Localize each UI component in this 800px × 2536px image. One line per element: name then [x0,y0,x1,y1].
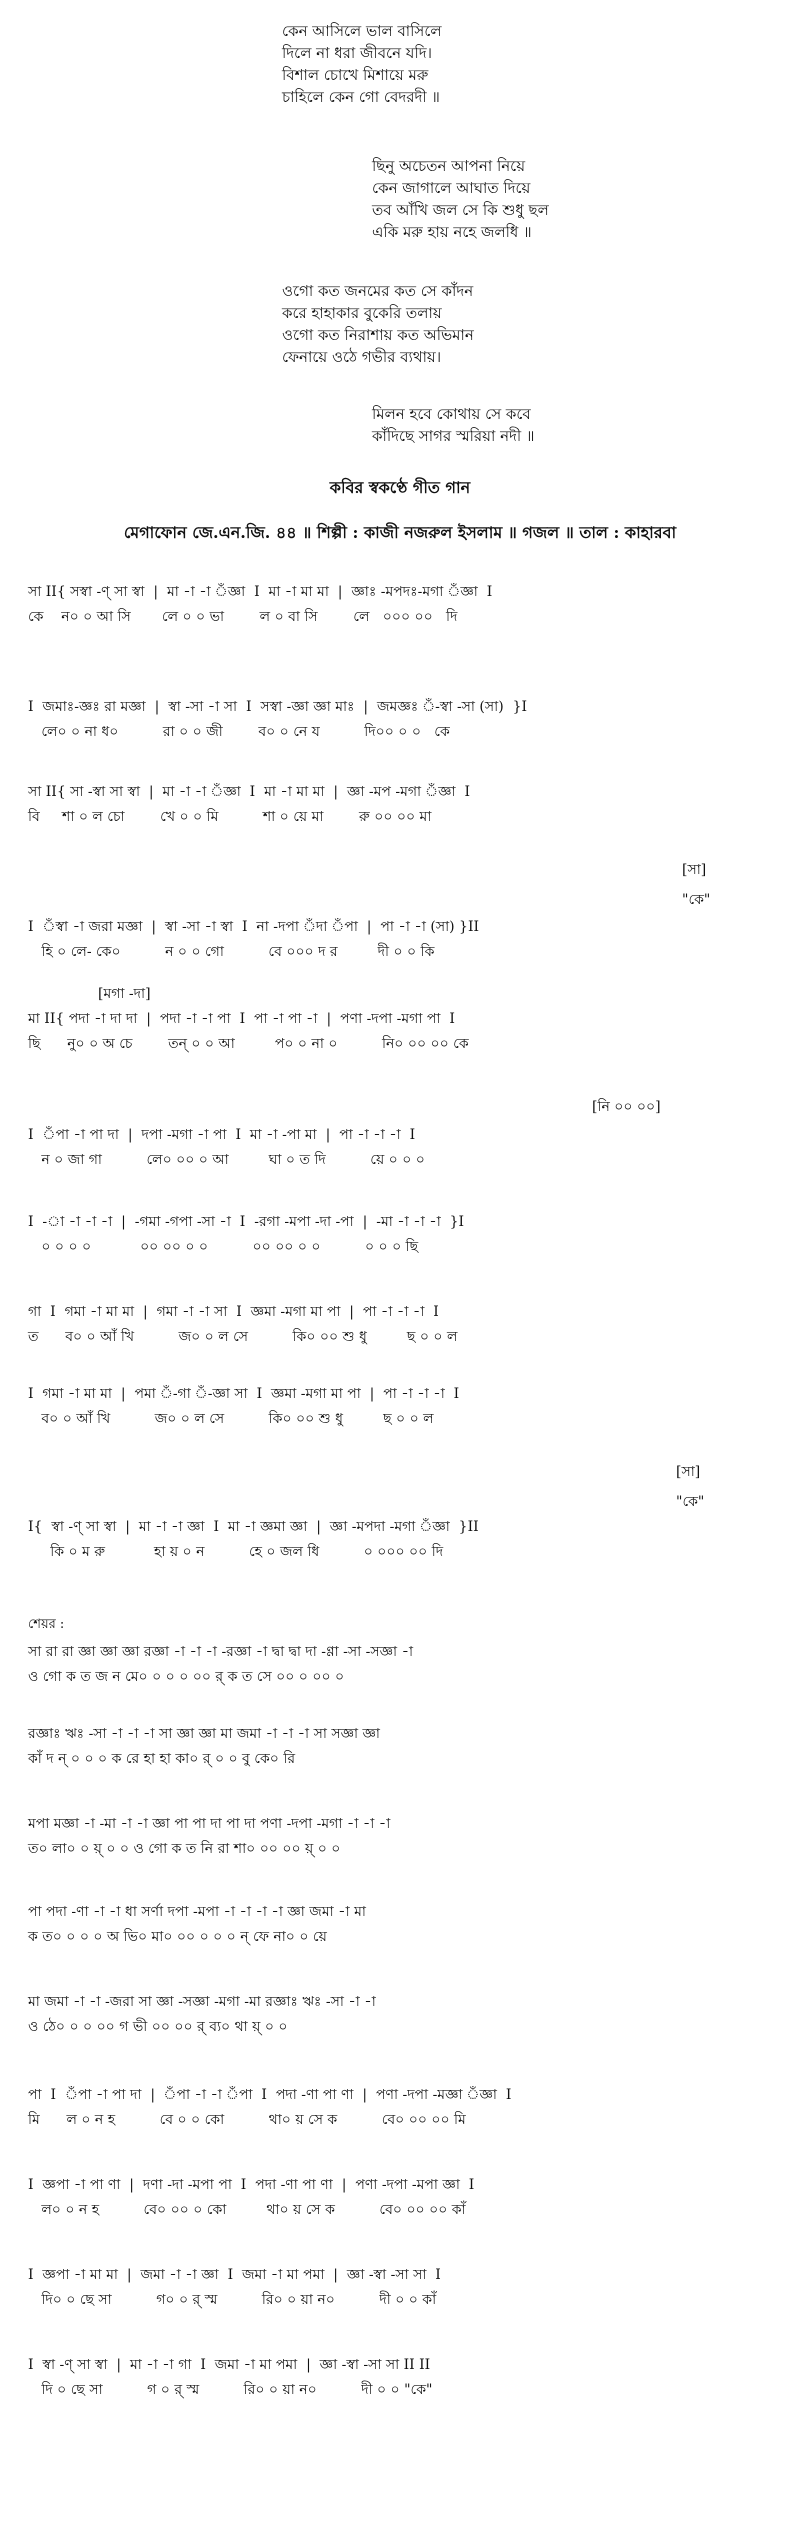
bani-line: ০ ০ ০ ০ ০০ ০০ ০ ০ ০০ ০০ ০ ০ ০ ০ ০ ছি [28,1239,419,1255]
swara-line: সা রা রা জ্ঞা জ্ঞা জ্ঞা রজ্ঞা -া -া -া -রজ্ঞা -া দ্বা দ্বা দা -ণ্ণা -সা -সজ্ঞা -া [28,1644,414,1660]
notation-marker: [সা] [682,862,707,878]
bani-line: ক ত০ ০ ০ ০ অ ভি০ মা০ ০০ ০ ০ ০ ন্ ফে না০ ০ য়ে [28,1929,327,1945]
record-info: মেগাফোন জে.এন.জি. ৪৪ ॥ শিল্পী : কাজী নজরুল ইসলাম ॥ গজল ॥ তাল : কাহারবা [123,523,677,542]
bani-line: ছি নু০ ০ অ চে তন্ ০ ০ আ প০ ০ না ০ নি০ ০০ ০০ কে [28,1036,469,1052]
poem-line: চাহিলে কেন গো বেদরদী ॥ [282,88,440,106]
swara-line: পা পদা -ণা -া -া ধা সর্ণা দপা -মপা -া -া -া -া জ্ঞা জমা -া মা [28,1904,366,1920]
poem-line: দিলে না ধরা জীবনে যদি। [282,44,432,62]
bracket-note: [মগা -দা] [98,986,151,1002]
bani-line: ও ঠে০ ০ ০ ০০ গ ভী ০০ ০০ র্ ব্য০ থা য়্ ০ ০ [28,2019,288,2035]
swara-line: I ঁপা -া পা দা | দপা -মগা -া পা I মা -া -পা মা | পা -া -া -া I [28,1127,416,1143]
bani-line: বি শা ০ ল চো খে ০ ০ মি শা ০ য়ে মা রু ০০ ০০ মা [28,809,432,825]
poem-line: বিশাল চোখে মিশায়ে মরু [282,66,429,84]
swara-line: I ঁস্বা -া জরা মজ্ঞা | স্বা -সা -া স্বা I না -দপা ঁদা ঁপা | পা -া -া (সা) }II [28,919,480,935]
poem-line: ওগো কত জনমের কত সে কাঁদন [282,282,474,300]
swara-line: I জ্ঞপা -া পা ণা | দণা -দা -মপা পা I পদা -ণা পা ণা | পণা -দপা -মপা জ্ঞা I [28,2177,475,2193]
poem-line: কেন আসিলে ভাল বাসিলে [282,22,442,40]
poem-line: তব আঁখি জল সে কি শুধু ছল [372,201,549,219]
swara-line: মা জমা -া -া -জরা সা জ্ঞা -সজ্ঞা -মগা -মা রজ্ঞাঃ ঋঃ -সা -া -া [28,1994,376,2010]
poem-line: ফেনায়ে ওঠে গভীর ব্যথায়। [282,348,442,366]
swara-line: মপা মজ্ঞা -া -মা -া -া জ্ঞা পা পা দা পা দা পণা -দপা -মগা -া -া -া [28,1816,391,1832]
poem-stanza-2 [372,155,549,243]
poem-line: মিলন হবে কোথায় সে কবে [372,405,531,423]
song-title: কবির স্বকণ্ঠে গীত গান [329,478,471,497]
poem-line: কাঁদিছে সাগর স্মরিয়া নদী ॥ [372,427,535,445]
bani-line: হি ০ লে- কে০ ন ০ ০ গো বে ০০০ দ র দী ০ ০ কি [28,944,435,960]
bani-line: ল০ ০ ন হ বে০ ০০ ০ কো থা০ য় সে ক বে০ ০০ ০০ কাঁ [28,2202,466,2218]
bani-line: দি ০ ছে সা গ ০ র্ স্ম রি০ ০ য়া ন০ দী ০ ০ "কে" [28,2382,433,2398]
notation-marker: "কে" [682,892,711,908]
bani-line: মি ল ০ ন হ বে ০ ০ কো থা০ য় সে ক বে০ ০০ ০০ মি [28,2112,466,2128]
swara-line: I স্বা -ণ্ সা স্বা | মা -া -া গা I জমা -া মা পমা | জ্ঞা -স্বা -সা সা II II [28,2357,431,2373]
bani-line: ও গো ক ত জ ন মে০ ০ ০ ০ ০০ র্ ক ত সে ০০ ০ ০০ ০ [28,1669,345,1685]
bani-line: ন ০ জা গা লে০ ০০ ০ আ ঘা ০ ত দি য়ে ০ ০ ০ [28,1152,425,1168]
notation-marker: [সা] [676,1464,701,1480]
poem-stanza-3 [282,280,474,368]
poem-line: ছিনু অচেতন আপনা নিয়ে [372,157,526,175]
notation-marker: "কে" [676,1494,705,1510]
swara-line: I গমা -া মা মা | পমা ঁ-গা ঁ-জ্ঞা সা I জ্ঞমা -মগা মা পা | পা -া -া -া I [28,1386,460,1402]
bani-line: কে ন০ ০ আ সি লে ০ ০ ভা ল ০ বা সি লে ০০০ ০০ দি [28,609,458,625]
sheyar-label: শেয়র : [28,1617,65,1632]
bani-line: ত ব০ ০ আঁ খি জ০ ০ ল সে কি০ ০০ শু ধু ছ ০ ০ ল [28,1329,458,1345]
notation-marker: [নি ০০ ০০] [592,1099,661,1115]
bani-line: লে০ ০ না ধ০ রা ০ ০ জী ব০ ০ নে য দি০০ ০ ০ কে [28,724,450,740]
swara-line: গা I গমা -া মা মা | গমা -া -া সা I জ্ঞমা -মগা মা পা | পা -া -া -া I [28,1304,439,1320]
bani-line: কি ০ ম রু হা য় ০ ন হে ০ জল ধি ০ ০০০ ০০ দি [28,1544,444,1560]
bani-line: ব০ ০ আঁ খি জ০ ০ ল সে কি০ ০০ শু ধু ছ ০ ০ ল [28,1411,434,1427]
poem-line: কেন জাগালে আঘাত দিয়ে [372,179,531,197]
bani-line: কাঁ দ ন্ ০ ০ ০ ক রে হা হা কা০ র্ ০ ০ বু কে০ রি [28,1751,296,1767]
poem-line: ওগো কত নিরাশায় কত অভিমান [282,326,474,344]
swara-line: I জ্ঞপা -া মা মা | জমা -া -া জ্ঞা I জমা -া মা পমা | জ্ঞা -স্বা -সা সা I [28,2267,441,2283]
swara-line: রজ্ঞাঃ ঋঃ -সা -া -া -া সা জ্ঞা জ্ঞা মা জমা -া -া -া সা সজ্ঞা জ্ঞা [28,1726,380,1742]
swara-line: সা II{ সস্বা -ণ্ সা স্বা | মা -া -া ঁজ্ঞা I মা -া মা মা | জ্ঞাঃ -মপদঃ-মগা ঁজ্ঞা I [28,584,493,600]
swara-line: I -া -া -া -া | -গমা -গপা -সা -া I -রগা -মপা -দা -পা | -মা -া -া -া }I [28,1214,465,1230]
poem-stanza-4 [372,403,534,447]
swara-line: I{ স্বা -ণ্ সা স্বা | মা -া -া জ্ঞা I মা -া জ্ঞমা জ্ঞা | জ্ঞা -মপদা -মগা ঁজ্ঞা }II [28,1519,479,1535]
poem-stanza-1 [282,20,442,108]
poem-line: একি মরু হায় নহে জলধি ॥ [372,223,532,241]
swara-line: I জমাঃ-জ্ঞঃ রা মজ্ঞা | স্বা -সা -া সা I সস্বা -জ্ঞা জ্ঞা মাঃ | জমজ্ঞঃ ঁ-স্বা -সা (সা) }I [28,699,528,715]
swara-line: সা II{ সা -স্বা সা স্বা | মা -া -া ঁজ্ঞা I মা -া মা মা | জ্ঞা -মপ -মগা ঁজ্ঞা I [28,784,470,800]
swara-line: পা I ঁপা -া পা দা | ঁপা -া -া ঁপা I পদা -ণা পা ণা | পণা -দপা -মজ্ঞা ঁজ্ঞা I [28,2087,512,2103]
poem-line: করে হাহাকার বুকেরি তলায় [282,304,442,322]
swara-line: মা II{ পদা -া দা দা | পদা -া -া পা I পা -া পা -া | পণা -দপা -মগা পা I [28,1011,455,1027]
bani-line: ত০ লা০ ০ য়্ ০ ০ ও গো ক ত নি রা শা০ ০০ ০০ য়্ ০ ০ [28,1841,341,1857]
bani-line: দি০ ০ ছে সা গ০ ০ র্ স্ম রি০ ০ য়া ন০ দী ০ ০ কাঁ [28,2292,437,2308]
